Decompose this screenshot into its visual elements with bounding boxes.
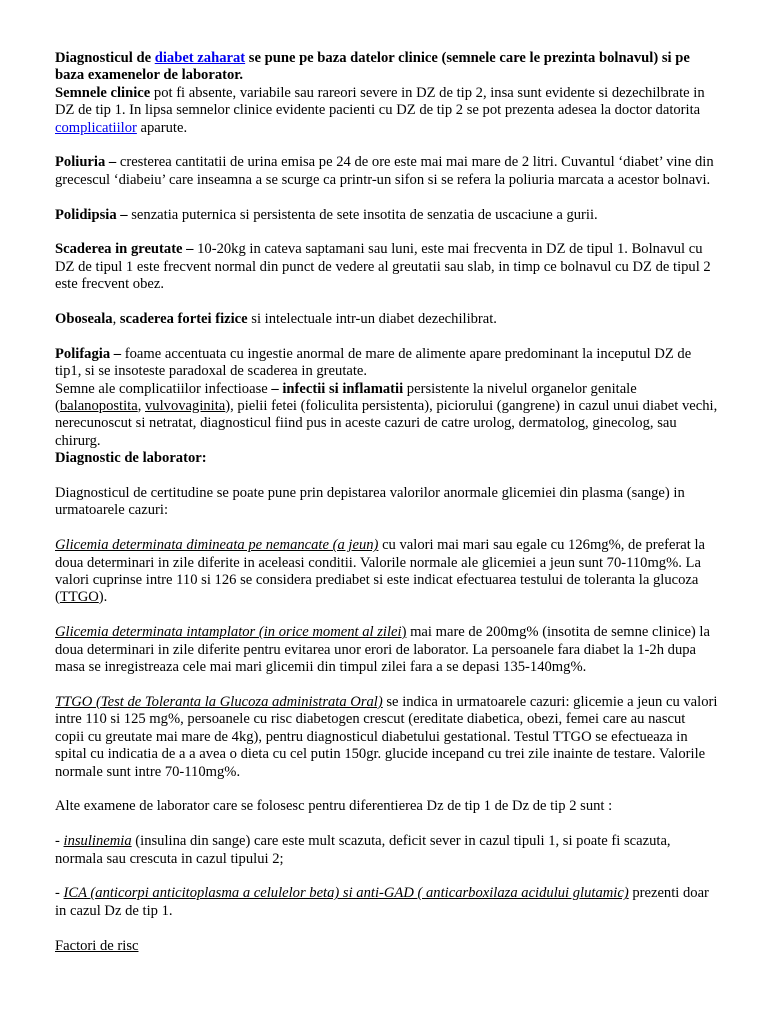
scaderea-greutate-text: 10-20kg in cateva saptamani sau luni, este mai frecventa in DZ de tipul 1. Bolnavul cu DZ de tipul 1 este frecvent normal din punct de vedere al greutatii sau slab, in timp ce bolnavul cu DZ de tipul 2 este frecvent obez.: [55, 241, 711, 293]
ica-text: prezenti doar in cazul Dz de tip 1.: [55, 885, 709, 919]
glicemia-jeun-text: cu valori mai mari sau egale cu 126mg%, de preferat la doua determinari in zile diferite in aceleasi conditii. Valorile normale ale glicemiei a jeun sunt 70-110mg%. La valori cuprinse intre 110 si 126 se considera prediabet si este indicat efectuarea testului de toleranta la glucoza (: [55, 537, 706, 606]
polidipsia-text: senzatia puternica si persistenta de sete insotita de senzatia de uscaciune a gurii.: [127, 206, 598, 223]
complicatii-comma: ,: [137, 398, 145, 415]
ica-dash: -: [55, 885, 64, 902]
insulinemia-dash: -: [55, 833, 64, 850]
paragraph-factori-risc: [55, 938, 718, 955]
poliuria-term: Poliuria –: [55, 154, 117, 171]
complicatii-text-start: Semne ale complicatiilor infectioase: [55, 380, 272, 397]
scaderea-greutate-term: Scaderea in greutate –: [55, 241, 194, 258]
paragraph-semnele-clinice: [55, 85, 718, 137]
polidipsia-term: Polidipsia –: [55, 206, 128, 223]
paragraph-poliuria: [55, 154, 718, 189]
complicatii-text-mid: persistente la nivelul organelor genitale (: [55, 380, 637, 415]
infectii-term: – infectii si inflamatii: [271, 380, 404, 397]
heading-diagnostic-laborator: [55, 450, 718, 467]
paragraph-polidipsia: [55, 207, 718, 224]
glicemia-intamplator-term: Glicemia determinata intamplator (in orice moment al zilei: [55, 624, 402, 641]
glicemia-jeun-text-end: ).: [98, 589, 108, 606]
intro-text-end: se pune pe baza datelor clinice (semnele care le prezinta bolnavul) si pe baza examenelor de laborator.: [55, 50, 690, 84]
insulinemia-text: (insulina din sange) care este mult scazuta, deficit sever in cazul tipuli 1, si poate fi scazuta, normala sau crescuta in cazul tipului 2;: [55, 833, 671, 867]
alte-examene-text: Alte examene de laborator care se folosesc pentru diferentierea Dz de tip 1 de Dz de tip 2 sunt :: [55, 798, 613, 815]
paragraph-glicemia-jeun: [55, 537, 718, 607]
semnele-clinice-text: pot fi absente, variabile sau rareori severe in DZ de tip 2, insa sunt evidente si dezechilbrate in DZ de tip 1. In lipsa semnelor clinice evidente pacienti cu DZ de tip 2 se pot prezenta adesea la doctor datorita: [55, 84, 705, 119]
paragraph-complicatii-infectioase: [55, 381, 718, 451]
glicemia-intamplator-close: ): [401, 624, 407, 641]
oboseala-sep: ,: [112, 311, 120, 328]
ttgo-abbrev: TTGO: [59, 589, 99, 606]
scaderea-fortei-term: scaderea fortei fizice: [119, 311, 248, 328]
oboseala-text: si intelectuale intr-un diabet dezechilibrat.: [247, 311, 497, 328]
polifagia-text: foame accentuata cu ingestie anormal de mare de alimente apare predominant la inceputul DZ de tip1, si se insoteste paradoxal de scaderea in greutate.: [55, 345, 692, 380]
vulvovaginita-term: vulvovaginita: [145, 398, 226, 415]
link-diabet-zaharat[interactable]: diabet zaharat: [154, 50, 246, 66]
paragraph-insulinemia: [55, 833, 718, 868]
paragraph-ica: [55, 885, 718, 920]
poliuria-text: cresterea cantitatii de urina emisa pe 24 de ore este mai mai mare de 2 litri. Cuvantul ‘diabet’ vine din grecescul ‘diabeiu’ care inseamna a se scurge ca printr-un sifon si se refera la poliuria marcata a acestor bolnavi.: [55, 154, 714, 188]
paragraph-ttgo: [55, 694, 718, 781]
polifagia-term: Polifagia –: [55, 345, 122, 362]
paragraph-polifagia: [55, 346, 718, 381]
semnele-clinice-term: Semnele clinice: [55, 84, 151, 101]
balanopostita-term: balanopostita: [59, 398, 138, 415]
insulinemia-term: insulinemia: [63, 833, 132, 850]
ica-term: ICA (anticorpi anticitoplasma a celulelor beta) si anti-GAD ( anticarboxilaza acidului glutamic): [63, 885, 629, 902]
complicatii-text-end: ), pielii fetei (foliculita persistenta), piciorului (gangrene) in cazul unui diabet vechi, nerecunoscut si netratat, diagnosticul fiind pus in aceste cazuri de catre urolog, dermatolog, ginecolog, sau chirurg.: [55, 398, 718, 449]
paragraph-intro: [55, 50, 718, 85]
diagnostic-laborator-heading: Diagnostic de laborator:: [55, 450, 207, 467]
paragraph-alte-examene: [55, 798, 718, 815]
ttgo-term: TTGO (Test de Toleranta la Glucoza administrata Oral): [55, 693, 383, 710]
intro-text-start: Diagnosticul de: [55, 50, 155, 66]
glicemia-jeun-term: Glicemia determinata dimineata pe nemancate (a jeun): [55, 537, 379, 554]
paragraph-oboseala: [55, 311, 718, 328]
ttgo-text: se indica in urmatoarele cazuri: glicemie a jeun cu valori intre 110 si 125 mg%, persoanele cu risc diabetogen crescut (ereditate diabetica, obezi, femei care au nascut copii cu greutate mai mare de 4kg), pentru diagnosticul diabetului gestational. Testul TTGO se efectueaza in spital cu indicatia de a a avea o dieta cu cel putin 150gr. glucide incepand cu trei zile inainte de testare. Valorile normale sunt intre 70-110mg%.: [55, 693, 718, 780]
paragraph-glicemia-intamplator: [55, 624, 718, 676]
paragraph-scaderea-greutate: [55, 241, 718, 293]
oboseala-term: Oboseala: [55, 311, 113, 328]
semnele-clinice-text-end: aparute.: [136, 119, 188, 136]
factori-risc-heading: Factori de risc: [55, 937, 139, 954]
diagnostic-certitudine-text: Diagnosticul de certitudine se poate pune prin depistarea valorilor anormale glicemiei din plasma (sange) in urmatoarele cazuri:: [55, 485, 685, 519]
glicemia-intamplator-text: mai mare de 200mg% (insotita de semne clinice) la doua determinari in zile diferite pentru evitarea unor erori de laborator. La persoanele fara diabet la 1-2h dupa masa se inregistreaza cele mai mari glicemii din timpul zilei fara a se depasi 135-140mg%.: [55, 624, 710, 676]
paragraph-diagnostic-certitudine: [55, 485, 718, 520]
link-complicatii[interactable]: complicatiilor: [55, 119, 137, 136]
